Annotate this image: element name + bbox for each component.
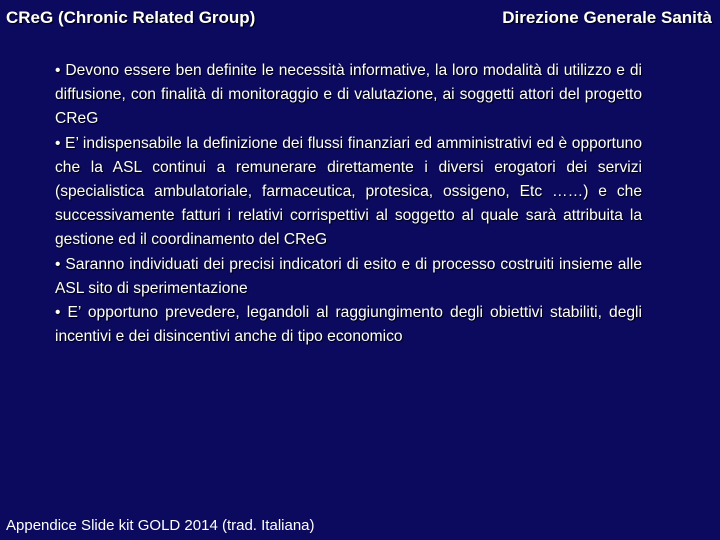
footer-caption: Appendice Slide kit GOLD 2014 (trad. Italiana)	[6, 517, 315, 534]
bullet-item: • E’ opportuno prevedere, legandoli al raggiungimento degli obiettivi stabiliti, degli incentivi e dei disincentivi anche di tipo economico	[55, 304, 642, 346]
bullet-item: • Devono essere ben definite le necessità informative, la loro modalità di utilizzo e di diffusione, con finalità di monitoraggio e di valutazione, ai soggetti attori del progetto CReG	[55, 62, 642, 128]
header-title-right: Direzione Generale Sanità	[502, 8, 712, 27]
bullet-item: • E’ indispensabile la definizione dei flussi finanziari ed amministrativi ed è opportuno che la ASL continui a remunerare direttamente i diversi erogatori dei servizi (specialistica ambulatoriale, farmaceutica, protesica, ossigeno, Etc ……) e che successivamente fatturi i relativi corrispettivi al soggetto al quale sarà attribuita la gestione ed il coordinamento del CReG	[55, 134, 642, 249]
header-title-left: CReG (Chronic Related Group)	[6, 8, 256, 27]
bullet-item: • Saranno individuati dei precisi indicatori di esito e di processo costruiti insieme alle ASL sito di sperimentazione	[55, 255, 642, 297]
bullet-list	[55, 59, 642, 349]
